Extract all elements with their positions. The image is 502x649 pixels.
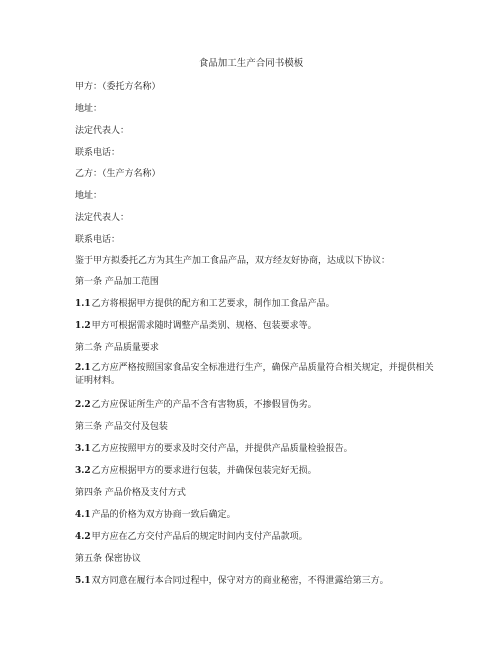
clause-text: 乙方应保证所生产的产品不含有害物质，不掺假冒伪劣。 <box>91 400 317 410</box>
party-b-representative: 法定代表人： <box>75 213 130 223</box>
preamble: 鉴于甲方拟委托乙方为其生产加工食品产品，双方经友好协商，达成以下协议： <box>75 256 391 266</box>
clause-1-1 <box>75 298 435 310</box>
clause-number: 2.2 <box>75 400 91 410</box>
party-a-address: 地址： <box>75 104 103 114</box>
document-title: 食品加工生产合同书模板 <box>198 58 304 69</box>
clause-2-2 <box>75 399 435 411</box>
article-5-title: 第五条 保密协议 <box>75 554 141 564</box>
clause-4-2 <box>75 531 435 543</box>
article-4-title: 第四条 产品价格及支付方式 <box>75 488 186 498</box>
article-1-title: 第一条 产品加工范围 <box>75 277 159 287</box>
party-a: 甲方：（委托方名称） <box>75 82 161 92</box>
clause-text: 乙方将根据甲方提供的配方和工艺要求，制作加工食品产品。 <box>91 299 335 309</box>
article-3-title: 第三条 产品交付及包装 <box>75 422 168 432</box>
clause-3-1 <box>75 443 435 455</box>
clause-text: 双方同意在履行本合同过程中，保守对方的商业秘密，不得泄露给第三方。 <box>91 576 389 586</box>
clause-text: 甲方可根据需求随时调整产品类别、规格、包装要求等。 <box>91 321 317 331</box>
clause-number: 3.2 <box>75 466 91 476</box>
clause-3-2 <box>75 465 435 477</box>
clause-text: 乙方应严格按照国家食品安全标准进行生产，确保产品质量符合相关规定，并提供相关证明材料。 <box>75 363 434 386</box>
party-b-phone: 联系电话： <box>75 235 121 245</box>
clause-number: 2.1 <box>75 363 91 373</box>
clause-number: 1.2 <box>75 321 91 331</box>
clause-text: 乙方应根据甲方的要求进行包装，并确保包装完好无损。 <box>91 466 317 476</box>
clause-number: 1.1 <box>75 299 91 309</box>
clause-4-1 <box>75 509 435 521</box>
party-b: 乙方：（生产方名称） <box>75 169 161 179</box>
clause-text: 产品的价格为双方协商一致后确定。 <box>91 510 236 520</box>
article-2-title: 第二条 产品质量要求 <box>75 343 159 353</box>
clause-1-2 <box>75 320 435 332</box>
clause-text: 乙方应按照甲方的要求及时交付产品，并提供产品质量检验报告。 <box>91 444 353 454</box>
clause-number: 3.1 <box>75 444 91 454</box>
clause-number: 5.1 <box>75 576 91 586</box>
clause-number: 4.2 <box>75 532 91 542</box>
party-a-phone: 联系电话： <box>75 148 121 158</box>
clause-text: 甲方应在乙方交付产品后的规定时间内支付产品款项。 <box>91 532 308 542</box>
clause-2-1 <box>75 362 435 388</box>
party-b-address: 地址： <box>75 191 103 201</box>
clause-5-1 <box>75 575 435 587</box>
party-a-representative: 法定代表人： <box>75 126 130 136</box>
clause-number: 4.1 <box>75 510 91 520</box>
